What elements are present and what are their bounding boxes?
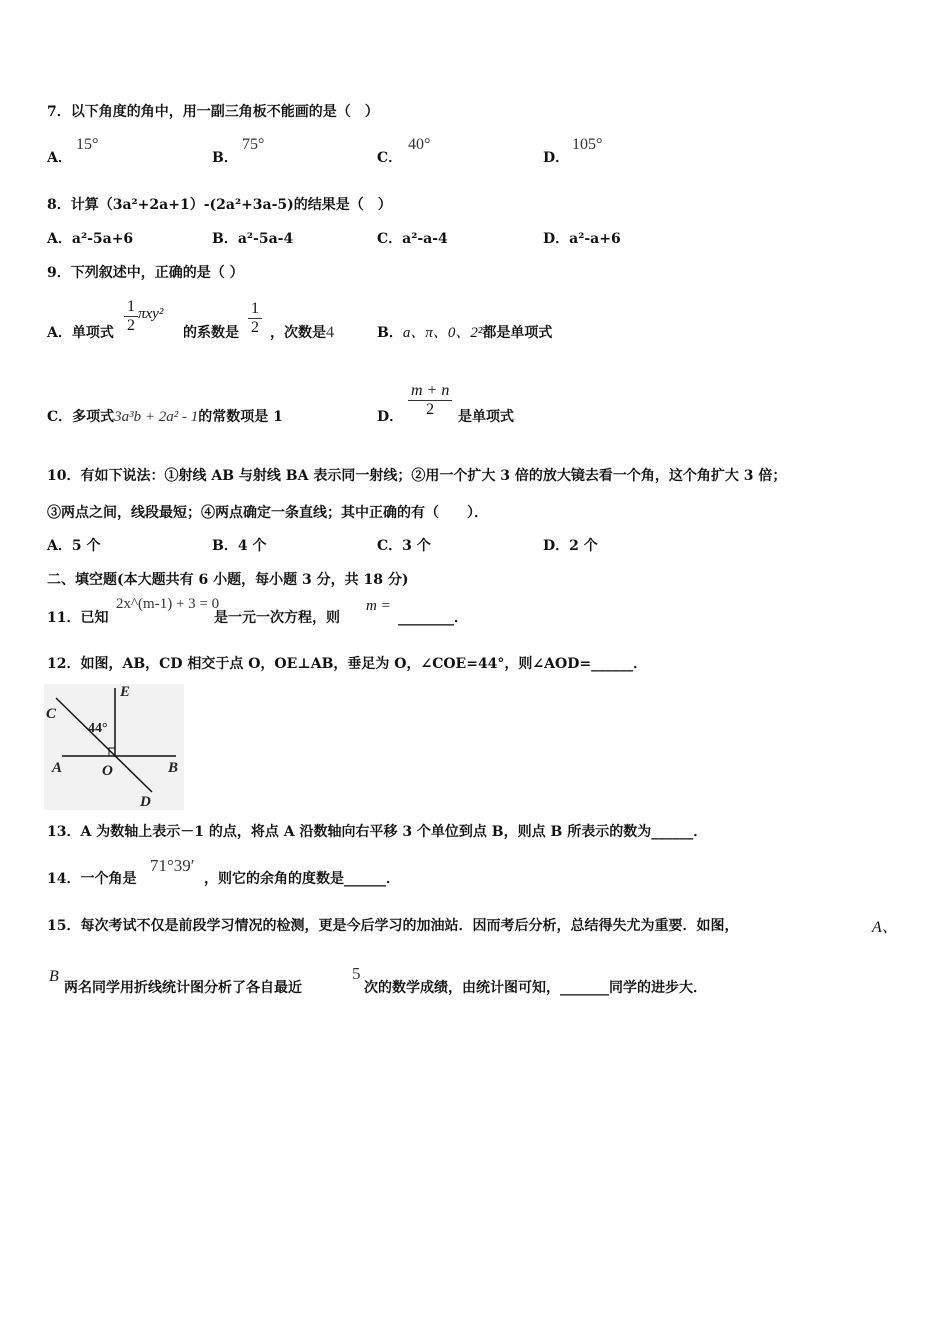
q12-figure-background [44,684,184,810]
q9-stem: 9．下列叙述中，正确的是（ ） [47,265,244,281]
label-o: O [102,763,113,779]
q13-text: 13．A 为数轴上表示－1 的点，将点 A 沿数轴向右平移 3 个单位到点 B，则点 B 所表示的数为______． [47,824,708,840]
q10-line-1: 10．有如下说法：①射线 AB 与射线 BA 表示同一射线；②用一个扩大 3 倍的放大镜去看一个角，这个角扩大 3 倍； [47,468,787,484]
q15-var-a: A、 [872,919,898,936]
q7-option-d: D． [543,150,570,166]
q8-option-c: C．a²-a-4 [377,231,448,247]
q10-option-d: D．2 个 [543,538,598,554]
q9-a-expr-denominator: 2 [127,317,135,334]
section-heading-fill-in: 二、填空题(本大题共有 6 小题，每小题 3 分，共 18 分) [47,572,409,588]
q8-option-d: D．a²-a+6 [543,231,621,247]
q7-option-c: C． [377,150,403,166]
q7-stem: 7．以下角度的角中，用一副三角板不能画的是（ ） [47,104,379,120]
q7-option-d-value: 105° [572,136,603,153]
q9-option-a-mid: 的系数是 [183,325,239,341]
q15-line-2b: 次的数学成绩，由统计图可知，_______同学的进步大． [364,980,707,996]
q9-option-d-prefix: D． [377,409,404,425]
q15-line-1: 15．每次考试不仅是前段学习情况的检测，更是今后学习的加油站．因而考后分析，总结得失尤为重要．如图， [47,918,739,934]
q10-option-a: A．5 个 [47,538,101,554]
q7-option-a-value: 15° [76,136,99,153]
q9-d-numerator: m + n [408,382,452,401]
q14-prefix: 14．一个角是 [47,871,137,887]
label-c: C [46,706,57,722]
angle-label: 44° [88,721,108,736]
q11-mid: 是一元一次方程，则 [214,610,340,626]
q12-text: 12．如图，AB，CD 相交于点 O，OE⊥AB，垂足为 O，∠COE=44°，则∠AOD=______． [47,656,648,672]
label-e: E [120,684,131,700]
q9-option-a-prefix: A．单项式 [47,325,114,341]
q11-equation: 2x^(m-1) + 3 = 0 [116,596,220,612]
q9-a-coef-denominator: 2 [251,319,259,336]
label-b: B [168,760,179,776]
q9-option-a-coefficient [248,300,262,337]
q11-blank: ________． [398,610,468,626]
label-a: A [52,760,63,776]
q9-option-d-suffix: 是单项式 [458,409,514,425]
q14-suffix: ，则它的余角的度数是______． [204,871,400,887]
q9-a-expr-variable: πxy² [138,306,164,322]
q9-option-c: C．多项式3a³b + 2a² - 1的常数项是 1 [47,409,283,425]
q10-option-b: B．4 个 [212,538,267,554]
q7-option-c-value: 40° [408,136,431,153]
q9-a-expr-numerator: 1 [124,298,138,317]
q8-stem: 8．计算（3a²+2a+1）-(2a²+3a-5)的结果是（ ） [47,197,392,213]
q8-option-b: B．a²-5a-4 [212,231,294,247]
q7-option-b-value: 75° [242,136,265,153]
q11-variable: m = [366,598,391,614]
q14-angle: 71°39′ [150,856,195,875]
q9-option-b: B．a、π、0、2²都是单项式 [377,325,553,341]
q8-option-a: A．a²-5a+6 [47,231,134,247]
q9-option-a-suffix: ，次数是4 [270,324,334,341]
q11-prefix: 11．已知 [47,610,109,626]
q9-option-c-expression: 3a³b + 2a² - 1 [114,409,199,425]
q9-option-b-expression: a、π、0、2² [402,325,483,341]
q9-option-a-expression [124,298,163,335]
q9-a-coef-numerator: 1 [248,300,262,319]
label-d: D [140,794,151,810]
q9-option-a-degree: 4 [326,324,334,341]
q9-d-denominator: 2 [426,401,435,418]
q15-count: 5 [352,964,361,983]
q7-option-b: B． [212,150,238,166]
q10-line-2: ③两点之间，线段最短；④两点确定一条直线；其中正确的有（ ）． [47,505,488,521]
q9-option-d-fraction [408,382,452,419]
q15-line-2a: 两名同学用折线统计图分析了各自最近 [64,980,302,996]
q15-var-b: B [49,968,59,985]
q7-option-a: A． [47,150,72,166]
q10-option-c: C．3 个 [377,538,431,554]
q12-figure [44,684,184,810]
